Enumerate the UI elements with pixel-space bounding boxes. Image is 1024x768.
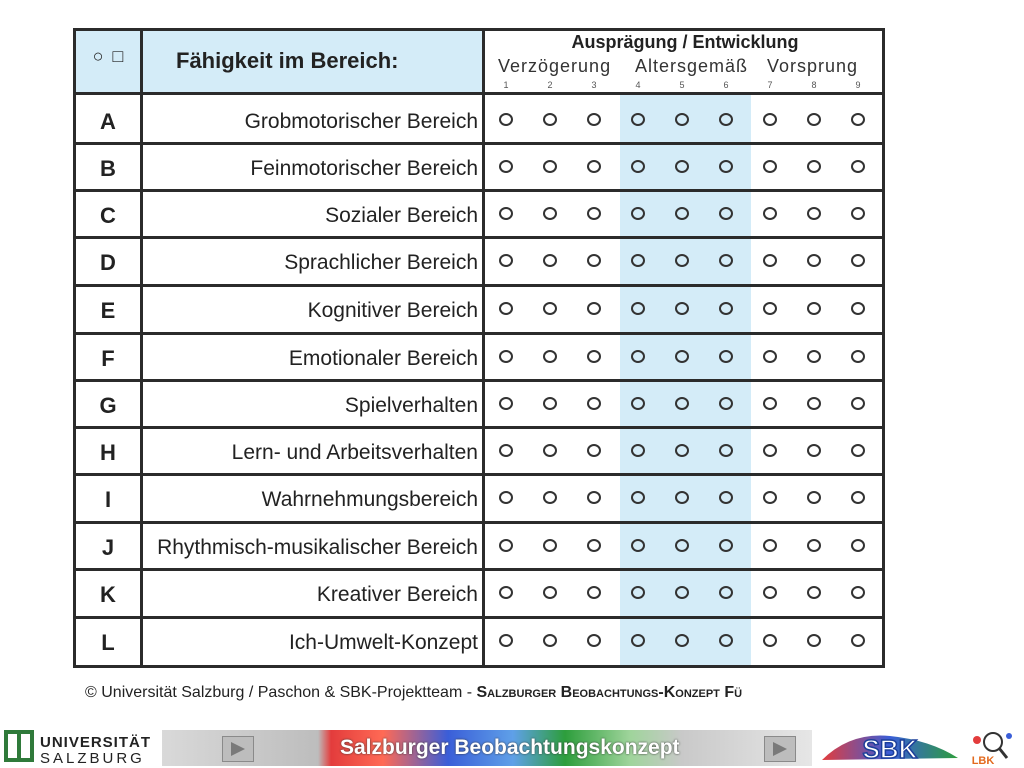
next-arrow-icon (765, 737, 795, 761)
rating-radio-3[interactable] (587, 207, 601, 220)
rating-radio-7[interactable] (763, 160, 777, 173)
rating-radio-1[interactable] (499, 634, 513, 647)
rating-radio-4[interactable] (631, 539, 645, 552)
rating-radio-5[interactable] (675, 160, 689, 173)
table-row (73, 619, 885, 666)
rating-radio-5[interactable] (675, 113, 689, 126)
rating-radio-5[interactable] (675, 444, 689, 457)
rating-radio-1[interactable] (499, 302, 513, 315)
row-letter: L (101, 630, 115, 655)
rating-radio-4[interactable] (631, 302, 645, 315)
rating-radio-8[interactable] (807, 160, 821, 173)
row-label: Spielverhalten (344, 394, 478, 417)
rating-radio-1[interactable] (499, 207, 513, 220)
row-letter: J (101, 535, 115, 560)
rating-radio-5[interactable] (675, 302, 689, 315)
rating-radio-8[interactable] (807, 397, 821, 410)
rating-radio-1[interactable] (499, 586, 513, 599)
table-row (73, 98, 885, 145)
rating-radio-2[interactable] (543, 397, 557, 410)
table-row (73, 335, 885, 382)
rating-radio-3[interactable] (587, 634, 601, 647)
rating-radio-9[interactable] (851, 160, 865, 173)
rating-radio-3[interactable] (587, 113, 601, 126)
rating-radio-9[interactable] (851, 397, 865, 410)
scale-number: 8 (811, 80, 817, 90)
rating-radio-4[interactable] (631, 586, 645, 599)
rating-radio-9[interactable] (851, 302, 865, 315)
rating-radio-9[interactable] (851, 113, 865, 126)
rating-radio-4[interactable] (631, 113, 645, 126)
symbol-legend: ○ □ (92, 46, 126, 66)
rating-radio-6[interactable] (719, 350, 733, 363)
rating-radio-2[interactable] (543, 586, 557, 599)
university-name-line2: SALZBURG (40, 750, 145, 767)
row-label: Feinmotorischer Bereich (250, 157, 478, 180)
group-label-advance: Vorsprung (767, 56, 859, 76)
rating-radio-2[interactable] (543, 302, 557, 315)
rating-radio-1[interactable] (499, 491, 513, 504)
rating-radio-7[interactable] (763, 634, 777, 647)
rating-radio-2[interactable] (543, 634, 557, 647)
rating-radio-9[interactable] (851, 491, 865, 504)
rating-radio-3[interactable] (587, 397, 601, 410)
rating-radio-7[interactable] (763, 586, 777, 599)
observation-table (73, 28, 885, 668)
rating-radio-5[interactable] (675, 539, 689, 552)
rating-radio-5[interactable] (675, 586, 689, 599)
rating-radio-8[interactable] (807, 491, 821, 504)
rating-radio-6[interactable] (719, 397, 733, 410)
rating-radio-4[interactable] (631, 397, 645, 410)
rating-radio-1[interactable] (499, 160, 513, 173)
row-label: Ich-Umwelt-Konzept (288, 631, 478, 654)
sbk-logo (820, 730, 960, 764)
rating-radio-1[interactable] (499, 397, 513, 410)
row-letter: H (100, 440, 116, 465)
rating-radio-2[interactable] (543, 444, 557, 457)
rating-radio-5[interactable] (675, 634, 689, 647)
rating-radio-5[interactable] (675, 350, 689, 363)
rating-radio-9[interactable] (851, 350, 865, 363)
rating-radio-2[interactable] (543, 254, 557, 267)
rating-radio-1[interactable] (499, 539, 513, 552)
rating-radio-3[interactable] (587, 586, 601, 599)
scale-title: Ausprägung / Entwicklung (571, 32, 799, 52)
row-label: Kognitiver Bereich (307, 299, 478, 322)
rating-radio-5[interactable] (675, 254, 689, 267)
university-emblem-icon (2, 726, 36, 764)
row-label: Emotionaler Bereich (288, 347, 478, 370)
group-label-age-appropriate: Altersgemäß (635, 56, 749, 76)
row-letter: K (100, 582, 116, 607)
rating-radio-1[interactable] (499, 113, 513, 126)
table-row (73, 524, 885, 571)
rating-radio-7[interactable] (763, 397, 777, 410)
rating-radio-3[interactable] (587, 444, 601, 457)
scale-number: 1 (503, 80, 509, 90)
university-logo (2, 726, 162, 766)
rating-radio-9[interactable] (851, 207, 865, 220)
rating-radio-7[interactable] (763, 444, 777, 457)
rating-radio-1[interactable] (499, 254, 513, 267)
copyright-prefix: © Universität Salzburg / Paschon & SBK-Projektteam - (85, 684, 477, 701)
rating-radio-6[interactable] (719, 254, 733, 267)
table-title: Fähigkeit im Bereich: (176, 48, 399, 73)
rating-radio-8[interactable] (807, 113, 821, 126)
rating-radio-7[interactable] (763, 302, 777, 315)
rating-radio-1[interactable] (499, 444, 513, 457)
row-letter: F (101, 346, 115, 371)
rating-radio-7[interactable] (763, 113, 777, 126)
rating-radio-7[interactable] (763, 207, 777, 220)
rating-radio-7[interactable] (763, 539, 777, 552)
table-row (73, 571, 885, 618)
rating-radio-4[interactable] (631, 254, 645, 267)
rating-radio-6[interactable] (719, 207, 733, 220)
table-row (73, 145, 885, 192)
row-letter: G (99, 393, 117, 418)
row-letter: D (100, 250, 116, 275)
rating-radio-8[interactable] (807, 302, 821, 315)
table-row (73, 476, 885, 523)
rating-radio-2[interactable] (543, 113, 557, 126)
rating-radio-9[interactable] (851, 254, 865, 267)
rating-radio-4[interactable] (631, 207, 645, 220)
rating-radio-3[interactable] (587, 491, 601, 504)
rating-radio-4[interactable] (631, 350, 645, 363)
rating-radio-6[interactable] (719, 113, 733, 126)
scale-number: 9 (855, 80, 861, 90)
rating-radio-2[interactable] (543, 160, 557, 173)
rating-radio-7[interactable] (763, 491, 777, 504)
rating-radio-6[interactable] (719, 444, 733, 457)
row-label: Sozialer Bereich (325, 204, 478, 227)
rating-radio-9[interactable] (851, 539, 865, 552)
rating-radio-6[interactable] (719, 634, 733, 647)
rating-radio-5[interactable] (675, 491, 689, 504)
rating-radio-2[interactable] (543, 539, 557, 552)
rating-radio-8[interactable] (807, 634, 821, 647)
rating-radio-5[interactable] (675, 207, 689, 220)
rating-radio-4[interactable] (631, 444, 645, 457)
table-row (73, 239, 885, 286)
university-name-line1: UNIVERSITÄT (40, 734, 152, 751)
rating-radio-3[interactable] (587, 539, 601, 552)
rating-radio-6[interactable] (719, 160, 733, 173)
rating-radio-8[interactable] (807, 254, 821, 267)
scale-number: 3 (591, 80, 597, 90)
rating-radio-6[interactable] (719, 302, 733, 315)
next-button[interactable] (764, 736, 796, 762)
rating-radio-8[interactable] (807, 586, 821, 599)
previous-button[interactable] (222, 736, 254, 762)
row-letter: B (100, 156, 116, 181)
rating-radio-3[interactable] (587, 302, 601, 315)
scale-number: 4 (635, 80, 641, 90)
rating-radio-2[interactable] (543, 350, 557, 363)
rating-radio-7[interactable] (763, 254, 777, 267)
lbk-logo (965, 728, 1017, 766)
row-label: Kreativer Bereich (316, 583, 478, 606)
rating-radio-8[interactable] (807, 539, 821, 552)
group-label-delay: Verzögerung (498, 56, 612, 76)
row-label: Lern- und Arbeitsverhalten (231, 441, 478, 464)
rating-radio-3[interactable] (587, 254, 601, 267)
rating-radio-9[interactable] (851, 586, 865, 599)
rating-radio-3[interactable] (587, 160, 601, 173)
row-letter: I (104, 487, 112, 512)
table-row (73, 192, 885, 239)
copyright-project: Salzburger Beobachtungs-Konzept Fü (476, 684, 743, 701)
scale-number: 2 (547, 80, 553, 90)
row-label: Rhythmisch-musikalischer Bereich (157, 536, 478, 559)
rating-radio-6[interactable] (719, 539, 733, 552)
rating-radio-8[interactable] (807, 444, 821, 457)
rating-radio-3[interactable] (587, 350, 601, 363)
lbk-logo-text: LBK (971, 755, 995, 766)
rating-radio-5[interactable] (675, 397, 689, 410)
rating-radio-2[interactable] (543, 207, 557, 220)
row-letter: C (100, 203, 116, 228)
rating-radio-1[interactable] (499, 350, 513, 363)
table-row (73, 287, 885, 334)
rating-radio-7[interactable] (763, 350, 777, 363)
row-letter: A (100, 109, 116, 134)
sbk-logo-text: SBK (862, 734, 918, 764)
row-label: Wahrnehmungsbereich (261, 488, 478, 511)
rating-radio-9[interactable] (851, 634, 865, 647)
footer-bar (0, 724, 1024, 768)
rating-radio-6[interactable] (719, 586, 733, 599)
footer-title: Salzburger Beobachtungskonzept (340, 736, 680, 759)
table-row (73, 429, 885, 476)
scale-number: 7 (767, 80, 773, 90)
scale-number: 5 (679, 80, 685, 90)
row-letter: E (100, 298, 116, 323)
rating-radio-6[interactable] (719, 491, 733, 504)
previous-arrow-icon (223, 737, 253, 761)
scale-number: 6 (723, 80, 729, 90)
rating-radio-8[interactable] (807, 207, 821, 220)
rating-radio-4[interactable] (631, 634, 645, 647)
row-label: Sprachlicher Bereich (284, 251, 478, 274)
rating-radio-2[interactable] (543, 491, 557, 504)
rating-radio-9[interactable] (851, 444, 865, 457)
table-row (73, 382, 885, 429)
copyright-line (85, 684, 893, 706)
rating-radio-4[interactable] (631, 491, 645, 504)
row-label: Grobmotorischer Bereich (244, 110, 478, 133)
rating-radio-4[interactable] (631, 160, 645, 173)
rating-radio-8[interactable] (807, 350, 821, 363)
